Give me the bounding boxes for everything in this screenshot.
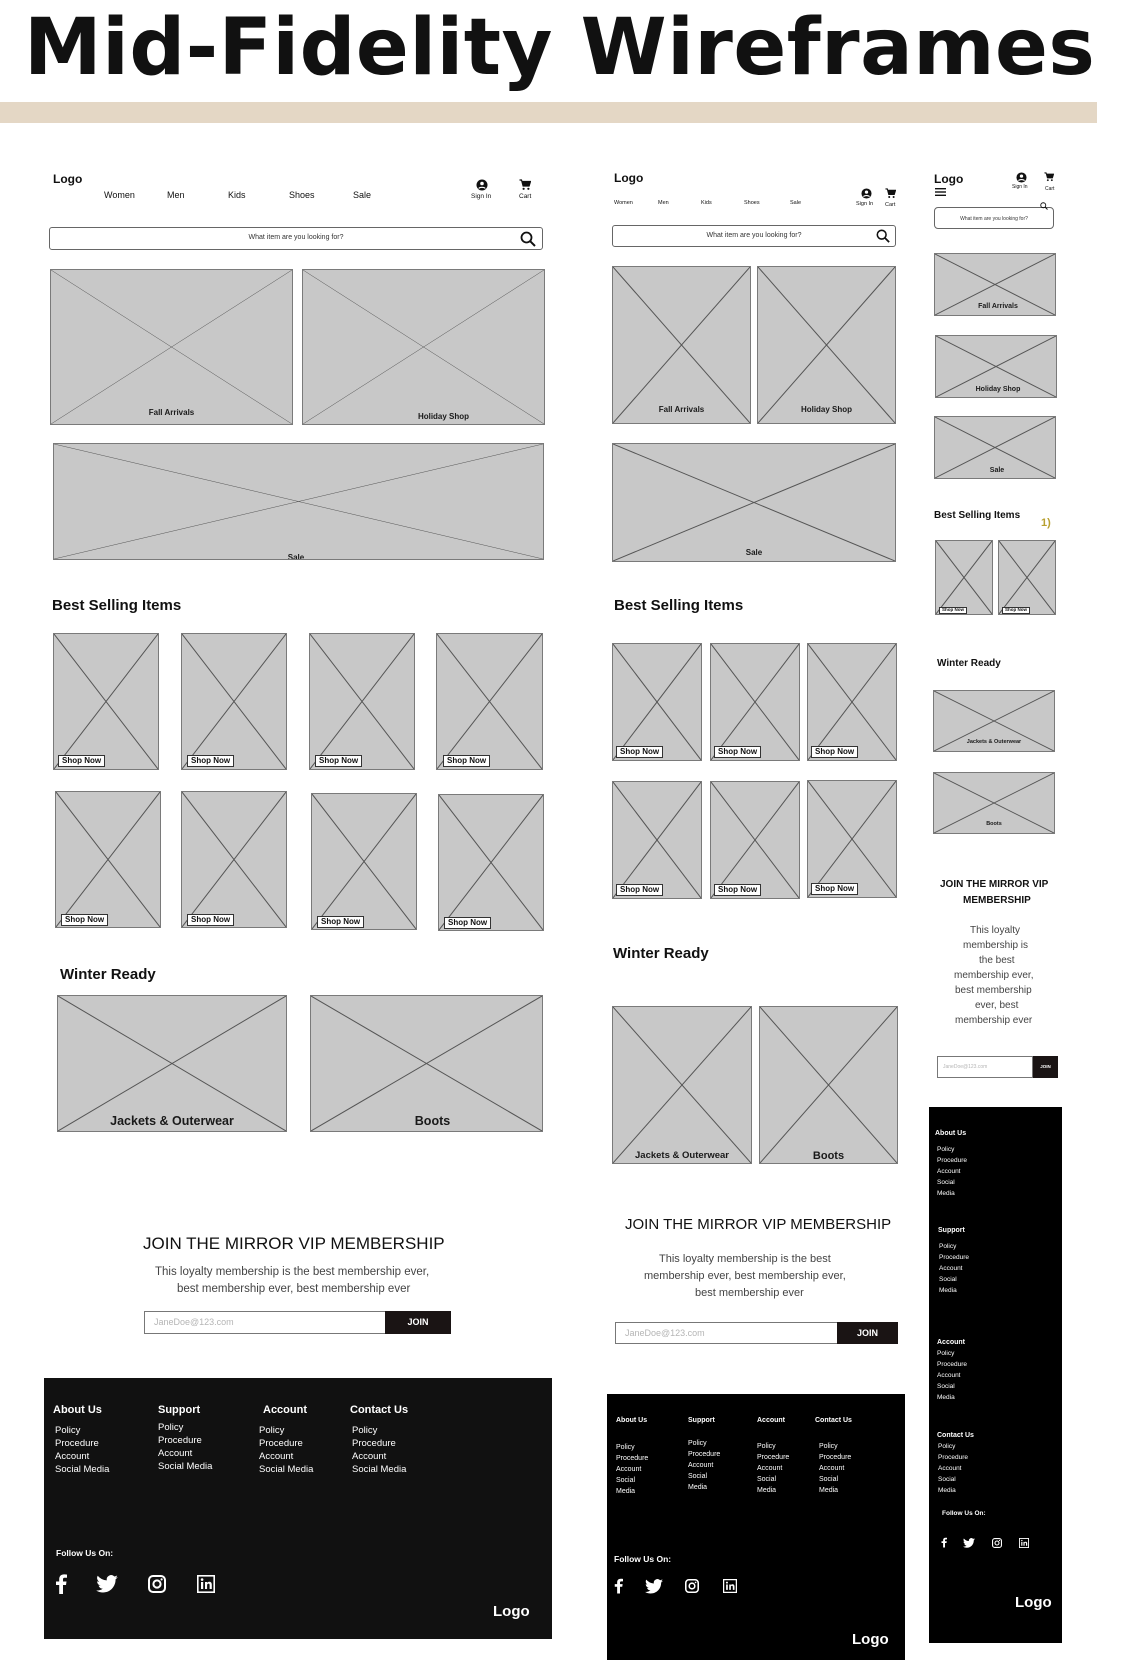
tablet-winter-title: Winter Ready [613, 945, 709, 962]
tablet-footer-link[interactable]: Media [757, 1487, 777, 1494]
desktop-search-placeholder: What item are you looking for? [248, 234, 344, 241]
mobile-footer-col-title: Support [938, 1227, 965, 1234]
tablet-footer-link[interactable]: Policy [688, 1440, 707, 1447]
tablet-footer-link[interactable]: Account [688, 1462, 714, 1469]
desktop-footer-link[interactable]: Social Media [259, 1464, 314, 1475]
desktop-footer-link[interactable]: Social Media [352, 1464, 407, 1475]
tablet-product-card[interactable] [807, 643, 897, 761]
mobile-footer-logo[interactable]: Logo [1015, 1594, 1052, 1611]
desktop-nav-men[interactable]: Men [167, 190, 185, 200]
mobile-logo[interactable]: Logo [934, 172, 964, 186]
tablet-hero-sale-label: Sale [745, 548, 763, 557]
desktop-footer-link[interactable]: Policy [158, 1422, 184, 1433]
shop-now-button[interactable]: Shop Now [714, 746, 761, 758]
user-icon [476, 179, 488, 191]
tablet-footer-col-title: Support [688, 1417, 715, 1424]
instagram-icon[interactable] [685, 1579, 699, 1593]
desktop-winter-boots-label: Boots [414, 1114, 451, 1128]
mobile-vip-line: the best [979, 955, 1015, 966]
tablet-footer-link[interactable]: Media [688, 1484, 708, 1491]
desktop-sign-in-label: Sign In [471, 193, 492, 200]
desktop-footer-link[interactable]: Procedure [259, 1438, 303, 1449]
desktop-join-button[interactable]: JOIN [385, 1311, 451, 1334]
mobile-winter-title: Winter Ready [937, 658, 1001, 669]
tablet-winter-boots-label: Boots [812, 1150, 845, 1162]
search-icon[interactable] [520, 231, 536, 247]
tablet-winter-jackets-label: Jackets & Outerwear [635, 1150, 729, 1161]
desktop-product-card[interactable] [55, 791, 161, 928]
mobile-sign-in-label: Sign In [1012, 184, 1028, 190]
shop-now-button[interactable]: Shop Now [317, 916, 364, 928]
hamburger-menu-icon[interactable] [935, 188, 946, 196]
tablet-social-icons [613, 1578, 738, 1595]
shop-now-button[interactable]: Shop Now [714, 884, 761, 896]
tablet-footer-link[interactable]: Procedure [819, 1454, 852, 1461]
desktop-nav-sale[interactable]: Sale [353, 190, 372, 200]
desktop-nav-women[interactable]: Women [104, 190, 135, 200]
mobile-annotation-marker: 1) [1041, 517, 1051, 529]
linkedin-icon[interactable] [197, 1575, 215, 1593]
twitter-icon[interactable] [963, 1538, 975, 1548]
mobile-footer-link[interactable]: Media [937, 1190, 955, 1197]
desktop-email-placeholder: JaneDoe@123.com [154, 1317, 234, 1327]
mobile-footer-link[interactable]: Media [937, 1394, 955, 1401]
desktop-footer-col-title: About Us [53, 1404, 102, 1416]
tablet-footer-link[interactable]: Social [688, 1473, 708, 1480]
mobile-footer-link[interactable]: Social [937, 1383, 955, 1390]
desktop-winter-jackets[interactable] [57, 995, 287, 1132]
mobile-winter-boots-label: Boots [986, 821, 1002, 827]
mobile-vip-title-2: MEMBERSHIP [963, 895, 1031, 906]
desktop-footer-logo[interactable]: Logo [493, 1603, 530, 1620]
search-icon[interactable] [1040, 202, 1048, 210]
shop-now-button[interactable]: Shop Now [443, 755, 490, 767]
tablet-footer-link[interactable]: Social [757, 1476, 777, 1483]
desktop-email-input[interactable] [144, 1311, 386, 1334]
desktop-footer-link[interactable]: Policy [55, 1425, 81, 1436]
mobile-footer-col-title: About Us [935, 1130, 967, 1137]
desktop-follow-label: Follow Us On: [56, 1548, 114, 1558]
desktop-best-selling-title: Best Selling Items [52, 597, 182, 614]
mobile-vip-line: ever, best [975, 1000, 1019, 1011]
desktop-product-card[interactable] [436, 633, 543, 770]
desktop-winter-title: Winter Ready [60, 966, 156, 983]
tablet-footer-col-title: About Us [616, 1417, 648, 1424]
shop-now-button[interactable]: Shop Now [61, 914, 108, 926]
mobile-footer-link[interactable]: Social [937, 1179, 955, 1186]
desktop-product-card[interactable] [438, 794, 544, 931]
desktop-hero-holiday-shop[interactable] [302, 269, 545, 425]
user-icon [1016, 172, 1027, 183]
tablet-vip-text-3: best membership ever [695, 1287, 804, 1299]
facebook-icon[interactable] [614, 1578, 623, 1594]
tablet-join-button[interactable]: JOIN [837, 1322, 898, 1344]
desktop-hero-sale[interactable] [53, 443, 544, 560]
mobile-follow-label: Follow Us On: [942, 1510, 986, 1517]
tablet-hero-holiday-shop[interactable] [757, 266, 896, 424]
desktop-cart-label: Cart [519, 193, 532, 200]
desktop-footer-link[interactable]: Policy [259, 1425, 285, 1436]
mobile-hero-holiday-shop[interactable] [935, 335, 1057, 398]
shop-now-button[interactable]: Shop Now [616, 884, 663, 896]
tablet-product-card[interactable] [710, 643, 800, 761]
mobile-footer-link[interactable]: Procedure [938, 1454, 968, 1461]
mobile-footer-link[interactable]: Account [937, 1372, 961, 1379]
instagram-icon[interactable] [148, 1575, 166, 1593]
desktop-footer-link[interactable]: Social Media [55, 1464, 110, 1475]
mobile-vip-line: membership ever, [954, 970, 1034, 981]
twitter-icon[interactable] [645, 1579, 663, 1594]
shop-now-button[interactable]: Shop Now [811, 746, 858, 758]
search-icon[interactable] [876, 229, 890, 243]
shop-now-button[interactable]: Shop Now [187, 914, 234, 926]
desktop-footer-link[interactable]: Policy [352, 1425, 378, 1436]
tablet-nav-men[interactable]: Men [658, 200, 669, 206]
tablet-product-card[interactable] [612, 781, 702, 899]
mobile-footer-link[interactable]: Procedure [937, 1361, 967, 1368]
tablet-vip-title: JOIN THE MIRROR VIP MEMBERSHIP [625, 1216, 892, 1233]
mobile-vip-line: membership ever [955, 1015, 1033, 1026]
tablet-follow-label: Follow Us On: [614, 1554, 672, 1564]
desktop-footer-link[interactable]: Social Media [158, 1461, 213, 1472]
tablet-nav-kids[interactable]: Kids [701, 200, 712, 206]
tablet-email-placeholder: JaneDoe@123.com [625, 1328, 705, 1338]
tablet-footer-link[interactable]: Policy [616, 1444, 635, 1451]
tablet-footer-link[interactable]: Media [616, 1488, 636, 1495]
mobile-footer-link[interactable]: Procedure [937, 1157, 967, 1164]
tablet-footer [607, 1394, 905, 1660]
tablet-winter-boots[interactable] [759, 1006, 898, 1164]
mobile-footer-link[interactable]: Policy [937, 1146, 955, 1153]
desktop-product-card[interactable] [309, 633, 415, 770]
desktop-footer-col-title: Support [158, 1404, 201, 1416]
tablet-vip-text-1: This loyalty membership is the best [659, 1253, 831, 1265]
tablet-footer-link[interactable]: Procedure [616, 1455, 649, 1462]
mobile-hero-sale-label: Sale [989, 467, 1005, 474]
mobile-footer-link[interactable]: Procedure [939, 1254, 969, 1261]
mobile-footer-link[interactable]: Social [938, 1476, 956, 1483]
desktop-footer-link[interactable]: Procedure [158, 1435, 202, 1446]
desktop-winter-boots[interactable] [310, 995, 543, 1132]
desktop-footer-col-title: Contact Us [350, 1404, 409, 1416]
desktop-nav-shoes[interactable]: Shoes [289, 190, 315, 200]
mobile-footer-link[interactable]: Account [938, 1465, 962, 1472]
tablet-nav-shoes[interactable]: Shoes [744, 200, 760, 206]
mobile-footer-col-title: Account [937, 1339, 965, 1346]
mobile-footer-link[interactable]: Policy [938, 1443, 956, 1450]
mobile-hero-fall-label: Fall Arrivals [978, 303, 1018, 310]
mobile-search-placeholder: What item are you looking for? [960, 216, 1028, 222]
mobile-vip-line: membership is [963, 940, 1029, 951]
tablet-product-card[interactable] [612, 643, 702, 761]
tablet-footer-link[interactable]: Social [819, 1476, 839, 1483]
shop-now-button[interactable]: Shop Now [1002, 607, 1030, 614]
mobile-vip-line: best membership [955, 985, 1032, 996]
tablet-footer-link[interactable]: Media [819, 1487, 839, 1494]
mobile-winter-jackets-label: Jackets & Outerwear [966, 739, 1022, 745]
tablet-cart-label: Cart [885, 202, 896, 208]
desktop-footer-link[interactable]: Account [158, 1448, 193, 1459]
mobile-email-placeholder: JaneDoe@123.com [943, 1064, 988, 1070]
tablet-hero-fall-arrivals[interactable] [612, 266, 751, 424]
desktop-social-icons [52, 1574, 218, 1594]
desktop-footer [44, 1378, 552, 1639]
desktop-vip-text-1: This loyalty membership is the best membership ever, [155, 1266, 430, 1278]
tablet-nav-women[interactable]: Women [614, 200, 633, 206]
tablet-footer-link[interactable]: Account [757, 1465, 783, 1472]
user-icon [861, 188, 872, 199]
mobile-footer-link[interactable]: Policy [937, 1350, 955, 1357]
mobile-email-input[interactable] [937, 1056, 1033, 1078]
desktop-product-card[interactable] [53, 633, 159, 770]
desktop-nav-kids[interactable]: Kids [228, 190, 246, 200]
mobile-footer-link[interactable]: Account [939, 1265, 963, 1272]
tablet-logo[interactable]: Logo [614, 171, 644, 185]
tablet-winter-jackets[interactable] [612, 1006, 752, 1164]
mobile-search-bar[interactable] [934, 207, 1054, 229]
mobile-footer-link[interactable]: Media [938, 1487, 956, 1494]
cart-icon [519, 179, 531, 191]
facebook-icon[interactable] [941, 1537, 947, 1548]
tablet-hero-sale[interactable] [612, 443, 896, 562]
tablet-footer-link[interactable]: Account [616, 1466, 642, 1473]
desktop-footer-link[interactable]: Account [352, 1451, 387, 1462]
desktop-hero-fall-label: Fall Arrivals [148, 408, 195, 417]
desktop-winter-jackets-label: Jackets & Outerwear [110, 1114, 234, 1128]
shop-now-button[interactable]: Shop Now [811, 883, 858, 895]
mobile-best-selling-title: Best Selling Items [934, 510, 1021, 521]
desktop-hero-sale-label: Sale [287, 553, 305, 560]
facebook-icon[interactable] [55, 1574, 67, 1594]
tablet-best-selling-title: Best Selling Items [614, 597, 744, 614]
mobile-footer-link[interactable]: Policy [939, 1243, 957, 1250]
tablet-email-input[interactable] [615, 1322, 838, 1344]
mobile-hero-sale[interactable] [934, 416, 1056, 479]
tablet-footer-link[interactable]: Procedure [757, 1454, 790, 1461]
mobile-vip-title-1: JOIN THE MIRROR VIP [940, 879, 1049, 890]
shop-now-button[interactable]: Shop Now [58, 755, 105, 767]
tablet-product-card[interactable] [807, 780, 897, 898]
mobile-hero-fall-arrivals[interactable] [934, 253, 1056, 316]
cart-icon [1044, 172, 1054, 182]
mobile-footer-link[interactable]: Media [939, 1287, 957, 1294]
linkedin-icon[interactable] [1019, 1538, 1029, 1548]
mobile-social-icons [940, 1537, 1035, 1549]
mobile-hero-holiday-label: Holiday Shop [975, 386, 1021, 393]
shop-now-button[interactable]: Shop Now [616, 746, 663, 758]
shop-now-button[interactable]: Shop Now [444, 917, 491, 929]
mobile-footer-link[interactable]: Account [937, 1168, 961, 1175]
desktop-vip-text-2: best membership ever, best membership ever [177, 1283, 411, 1295]
desktop-footer-col-title: Account [263, 1404, 307, 1416]
tablet-search-bar[interactable] [612, 225, 896, 247]
shop-now-button[interactable]: Shop Now [939, 607, 967, 614]
desktop-product-card[interactable] [311, 793, 417, 930]
tablet-search-placeholder: What item are you looking for? [706, 232, 802, 239]
tablet-hero-holiday-label: Holiday Shop [800, 405, 853, 414]
mobile-footer [929, 1107, 1062, 1643]
desktop-vip-title: JOIN THE MIRROR VIP MEMBERSHIP [143, 1234, 445, 1253]
desktop-search-bar[interactable] [49, 227, 543, 250]
tablet-footer-link[interactable]: Procedure [688, 1451, 721, 1458]
desktop-product-card[interactable] [181, 791, 287, 928]
mobile-cart-label: Cart [1045, 186, 1055, 192]
tablet-footer-link[interactable]: Policy [819, 1443, 838, 1450]
tablet-footer-col-title: Account [757, 1417, 785, 1424]
mobile-join-button[interactable]: JOIN [1033, 1056, 1058, 1078]
tablet-footer-link[interactable]: Policy [757, 1443, 776, 1450]
tablet-nav-sale[interactable]: Sale [790, 200, 802, 206]
desktop-footer-link[interactable]: Procedure [55, 1438, 99, 1449]
mobile-vip-line: This loyalty [970, 925, 1021, 936]
tablet-footer-link[interactable]: Account [819, 1465, 845, 1472]
desktop-hero-holiday-label: Holiday Shop [417, 412, 470, 421]
desktop-product-card[interactable] [181, 633, 287, 770]
page-title: Mid-Fidelity Wireframes [24, 3, 1096, 93]
desktop-logo[interactable]: Logo [53, 172, 83, 186]
title-accent-band [0, 102, 1097, 123]
desktop-footer-link[interactable]: Account [55, 1451, 90, 1462]
tablet-hero-fall-label: Fall Arrivals [658, 405, 705, 414]
mobile-product-card[interactable] [998, 540, 1056, 615]
desktop-footer-link[interactable]: Procedure [352, 1438, 396, 1449]
instagram-icon[interactable] [992, 1538, 1002, 1548]
tablet-vip-text-2: membership ever, best membership ever, [644, 1270, 846, 1282]
shop-now-button[interactable]: Shop Now [187, 755, 234, 767]
shop-now-button[interactable]: Shop Now [315, 755, 362, 767]
mobile-product-card[interactable] [935, 540, 993, 615]
tablet-sign-in-label: Sign In [856, 201, 874, 207]
tablet-product-card[interactable] [710, 781, 800, 899]
desktop-hero-fall-arrivals[interactable] [50, 269, 293, 425]
mobile-footer-link[interactable]: Social [939, 1276, 957, 1283]
tablet-footer-col-title: Contact Us [815, 1417, 852, 1424]
desktop-footer-link[interactable]: Account [259, 1451, 294, 1462]
tablet-footer-link[interactable]: Social [616, 1477, 636, 1484]
mobile-footer-col-title: Contact Us [937, 1432, 974, 1439]
mobile-winter-boots[interactable] [933, 772, 1055, 834]
tablet-footer-logo[interactable]: Logo [852, 1631, 889, 1648]
twitter-icon[interactable] [96, 1575, 118, 1593]
cart-icon [885, 188, 896, 199]
mobile-winter-jackets[interactable] [933, 690, 1055, 752]
linkedin-icon[interactable] [723, 1579, 737, 1593]
